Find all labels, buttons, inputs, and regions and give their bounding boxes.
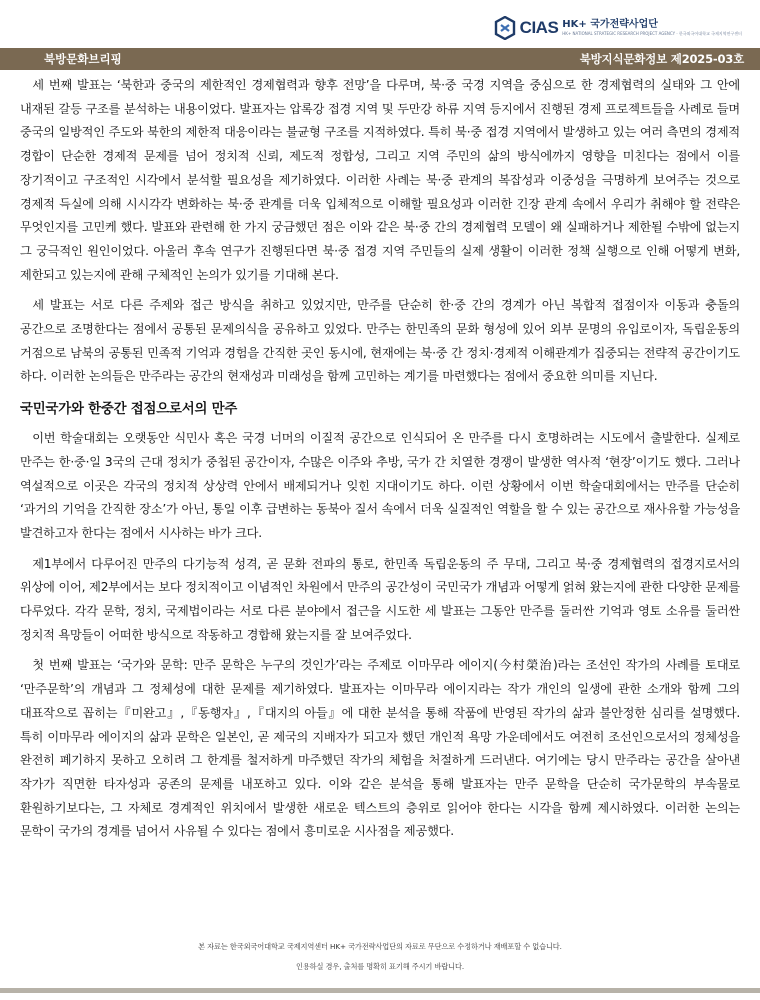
- footer-citation-note: 인용하실 경우, 출처를 명확히 표기해 주시기 바랍니다.: [295, 962, 465, 971]
- paragraph: 세 발표는 서로 다른 주제와 접근 방식을 취하고 있었지만, 만주를 단순히 한·중 간의 경계가 아닌 복합적 접점이자 이동과 충돌의 공간으로 조명한다는 점에서 공통된 문제의식을 공유하고 있었다. 만주는 한민족의 문화 형성에 있어 외부 문명의 유입로이자, 독립운동의 거점으로 남북의 공통된 민족적 기억과 경험을 간직한 곳인 동시에, 현재에는 북·중 간 정치·경제적 이해관계가 집중되는 전략적 공간이기도 하다. 이러한 논의들은 만주라는 공간의 현재성과 미래성을 함께 고민하는 계기를 마련했다는 점에서 중요한 의미를 지닌다.: [20, 298, 740, 384]
- footer-notice: 본 자료는 한국외국어대학교 국제지역센터 HK+ 국가전략사업단의 자료로 무단으로 수정하거나 재배포할 수 없습니다.: [198, 942, 562, 951]
- cias-logo: [494, 10, 742, 46]
- logo-title: HK+ 국가전략사업단: [562, 19, 658, 30]
- cias-emblem-icon: [494, 16, 516, 40]
- header-issue-number: 북방지식문화정보 제2025-03호: [579, 52, 744, 66]
- bottom-bar: [0, 988, 760, 993]
- paragraph: 제1부에서 다루어진 만주의 다기능적 성격, 곧 문화 전파의 통로, 한민족 독립운동의 주 무대, 그리고 북·중 경제협력의 접경지로서의 위상에 이어, 제2부에서는 보다 정치적이고 이념적인 차원에서 만주의 공간성이 국민국가 개념과 어떻게 얽혀 왔는지에 관한 다양한 문제를 다루었다. 각각 문학, 정치, 국제법이라는 서로 다른 분야에서 접근을 시도한 세 발표는 그동안 만주를 둘러싼 기억과 영토 소유를 둘러싼 정치적 욕망들이 어떠한 방식으로 작동하고 경합해 왔는지를 잘 보여주었다.: [20, 556, 740, 642]
- paragraph: 세 번째 발표는 ‘북한과 중국의 제한적인 경제협력과 향후 전망’을 다루며, 북·중 국경 지역을 중심으로 한 경제협력의 실태와 그 안에 내재된 갈등 구조를 분석하는 내용이었다. 발표자는 압록강 접경 지역 및 두만강 하류 지역 등지에서 진행된 경제 프로젝트들을 사례로 들며 중국의 일방적인 주도와 북한의 제한적 대응이라는 불균형 구조를 지적하였다. 특히 북·중 접경 지역에서 발생하고 있는 여러 측면의 경제적 경합이 단순한 경제적 문제를 넘어 정치적 신뢰, 제도적 정합성, 그리고 지역 주민의 삶의 방식에까지 영향을 미친다는 점에서 이를 장기적이고 구조적인 시각에서 분석할 필요성을 제기하였다. 이러한 사례는 북·중 관계의 복잡성과 이중성을 극명하게 보여주는 것으로 경제적 득실에 의해 시시각각 변화하는 북·중 관계를 더욱 입체적으로 이해할 필요성과 이러한 긴장 관계 속에서 우리가 취해야 할 전략은 무엇인지를 고민케 했다. 발표와 관련해 한 가지 궁금했던 점은 이와 같은 북·중 간의 경제협력 모델이 왜 실패하거나 제한될 수밖에 없는지 그 궁극적인 원인이었다. 아울러 후속 연구가 진행된다면 북·중 접경 지역 주민들의 실제 생활이 이러한 정책 실행으로 인해 어떻게 변화, 제한되고 있는지에 관해 구체적인 논의가 있기를 기대해 본다.: [20, 78, 740, 282]
- logo-subtitle: HK+ NATIONAL STRATEGIC RESEARCH PROJECT AGENCY · 한국외국어대학교 국제지역연구센터: [562, 31, 742, 36]
- header-bar: [0, 48, 760, 70]
- paragraph: 이번 학술대회는 오랫동안 식민사 혹은 국경 너머의 이질적 공간으로 인식되어 온 만주를 다시 호명하려는 시도에서 출발한다. 실제로 만주는 한·중·일 3국의 근대 정치가 중첩된 공간이자, 수많은 이주와 추방, 국가 간 치열한 경쟁이 발생한 역사적 ‘현장’이기도 했다. 그러나 역설적으로 이곳은 각국의 정치적 상상력 안에서 배제되거나 잊힌 지대이기도 하다. 이런 상황에서 이번 학술대회에서는 만주를 단순히 ‘과거의 기억을 간직한 장소’가 아닌, 통일 이후 급변하는 동북아 질서 속에서 더욱 실질적인 역할을 할 수 있는 공간으로 재사유할 가능성을 발견하고자 한다는 점에서 시사하는 바가 크다.: [20, 431, 740, 540]
- article-body: [20, 74, 740, 851]
- paragraph: 첫 번째 발표는 ‘국가와 문학: 만주 문학은 누구의 것인가’라는 주제로 이마무라 에이지(今村榮治)라는 조선인 작가의 사례를 토대로 ‘만주문학’의 개념과 그 정체성에 대한 문제를 제기하였다. 발표자는 이마무라 에이지라는 작가 개인의 일생에 관한 소개와 함께 그의 대표작으로 꼽히는『미완고』,『동행자』,『대지의 아들』에 대한 분석을 통해 작품에 반영된 작가의 삶과 불안정한 심리를 설명했다. 특히 이마무라 에이지의 삶과 문학은 일본인, 곧 제국의 지배자가 되고자 했던 개인적 욕망 가운데에서도 여전히 조선인으로서의 정체성을 완전히 폐기하지 못하고 오히려 그 한계를 철저하게 마주했던 작가의 체험을 처절하게 드러낸다. 여기에는 당시 만주라는 공간을 살아낸 작가가 직면한 타자성과 공존의 문제를 내포하고 있다. 이와 같은 분석을 통해 발표자는 만주 문학을 단순히 국가문학의 부속물로 환원하기보다는, 그 자체로 경계적인 위치에서 발생한 새로운 텍스트의 층위로 읽어야 한다는 시각을 함께 제시하였다. 이러한 논의는 문학이 국가의 경계를 넘어서 사유될 수 있다는 점에서 흥미로운 시사점을 제공했다.: [20, 658, 740, 839]
- header-series-title: 북방문화브리핑: [44, 52, 122, 66]
- logo-abbr: CIAS: [519, 18, 559, 37]
- section-heading: 국민국가와 한중간 접점으로서의 만주: [20, 402, 238, 418]
